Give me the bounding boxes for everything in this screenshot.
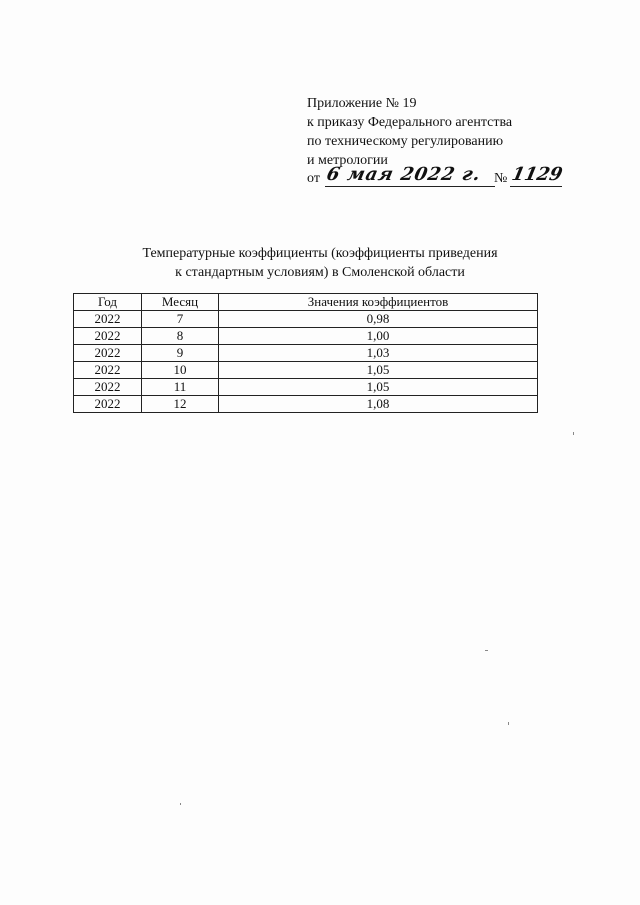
header-value: Значения коэффициентов <box>219 294 538 311</box>
cell-value: 1,00 <box>219 328 538 345</box>
table-row <box>74 328 538 345</box>
cell-year: 2022 <box>74 345 142 362</box>
cell-value: 1,08 <box>219 396 538 413</box>
table-row <box>74 379 538 396</box>
table-row <box>74 311 538 328</box>
scan-speck <box>485 650 488 651</box>
title-line-2: к стандартным условиям) в Смоленской области <box>175 265 465 280</box>
cell-value: 1,05 <box>219 379 538 396</box>
cell-month: 12 <box>142 396 219 413</box>
document-title <box>0 244 640 282</box>
number-underline <box>510 186 562 187</box>
cell-value: 1,03 <box>219 345 538 362</box>
scan-speck <box>180 803 181 805</box>
cell-month: 9 <box>142 345 219 362</box>
cell-month: 8 <box>142 328 219 345</box>
appendix-number: Приложение № 19 <box>307 96 417 111</box>
header-year: Год <box>74 294 142 311</box>
cell-year: 2022 <box>74 311 142 328</box>
cell-month: 7 <box>142 311 219 328</box>
table-row <box>74 345 538 362</box>
cell-year: 2022 <box>74 328 142 345</box>
handwritten-date: 6 мая 2022 г. <box>324 164 484 185</box>
order-date-line <box>307 164 567 192</box>
handwritten-order-number: 1129 <box>509 164 565 185</box>
cell-month: 11 <box>142 379 219 396</box>
date-underline <box>325 186 495 187</box>
cell-year: 2022 <box>74 379 142 396</box>
cell-year: 2022 <box>74 396 142 413</box>
table-row <box>74 362 538 379</box>
cell-year: 2022 <box>74 362 142 379</box>
table-header-row <box>74 294 538 311</box>
header-month: Месяц <box>142 294 219 311</box>
appendix-agency-line: по техническому регулированию <box>307 134 504 149</box>
scan-speck <box>508 722 509 725</box>
appendix-order-line: к приказу Федерального агентства <box>307 115 513 130</box>
table-row <box>74 396 538 413</box>
title-line-1: Температурные коэффициенты (коэффициенты приведения <box>142 246 498 261</box>
cell-month: 10 <box>142 362 219 379</box>
cell-value: 0,98 <box>219 311 538 328</box>
scan-speck <box>573 432 574 435</box>
appendix-header <box>307 94 607 170</box>
cell-value: 1,05 <box>219 362 538 379</box>
number-label: № <box>494 171 508 186</box>
appendix-metrology-line: и метрологии <box>307 153 388 168</box>
date-prefix: от <box>307 171 320 186</box>
coefficients-table <box>73 293 538 413</box>
